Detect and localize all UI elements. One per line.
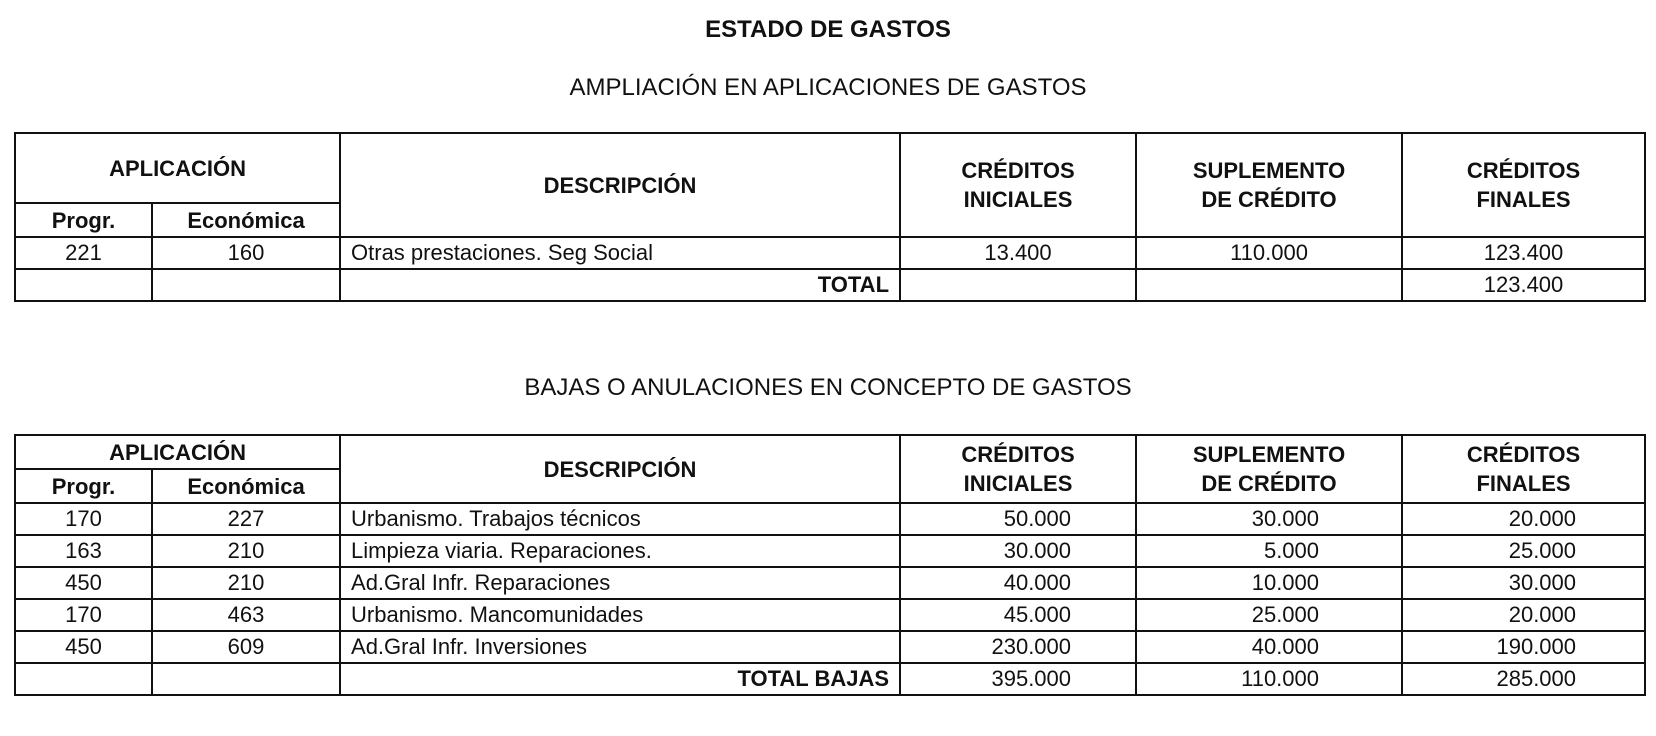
table-row [15,599,1645,631]
table-row [15,535,1645,567]
cell-finales: 30.000 [1402,567,1645,599]
section1-subtitle: AMPLIACIÓN EN APLICACIONES DE GASTOS [569,74,1087,101]
cell-economica: 609 [152,631,340,663]
bajas-table [14,434,1646,696]
cell-iniciales: 40.000 [900,567,1136,599]
table-row [15,237,1645,269]
cell-suplemento: 25.000 [1136,599,1402,631]
cell-economica: 160 [152,237,340,269]
cell-progr: 221 [15,237,152,269]
cell-economica: 227 [152,503,340,535]
header-descripcion: DESCRIPCIÓN [340,133,900,237]
header-descripcion: DESCRIPCIÓN [340,435,900,503]
cell-iniciales: 50.000 [900,503,1136,535]
cell-empty [152,269,340,301]
total-label: TOTAL [340,269,900,301]
total-iniciales: 395.000 [900,663,1136,695]
cell-empty [15,663,152,695]
cell-finales: 20.000 [1402,599,1645,631]
cell-descripcion: Limpieza viaria. Reparaciones. [340,535,900,567]
cell-empty [15,269,152,301]
header-creditos-finales: CRÉDITOS FINALES [1402,435,1645,503]
cell-economica: 210 [152,535,340,567]
header-economica: Económica [152,469,340,503]
header-suplemento: SUPLEMENTO DE CRÉDITO [1136,133,1402,237]
document-title: ESTADO DE GASTOS [705,16,951,43]
table-row [15,631,1645,663]
header-creditos-iniciales: CRÉDITOS INICIALES [900,435,1136,503]
cell-descripcion: Otras prestaciones. Seg Social [340,237,900,269]
cell-finales: 190.000 [1402,631,1645,663]
cell-progr: 163 [15,535,152,567]
header-economica: Económica [152,203,340,237]
cell-progr: 170 [15,599,152,631]
cell-suplemento: 10.000 [1136,567,1402,599]
cell-suplemento: 110.000 [1136,237,1402,269]
header-aplicacion: APLICACIÓN [15,435,340,469]
cell-economica: 463 [152,599,340,631]
cell-economica: 210 [152,567,340,599]
total-label: TOTAL BAJAS [340,663,900,695]
cell-finales: 25.000 [1402,535,1645,567]
total-finales: 285.000 [1402,663,1645,695]
total-row [15,269,1645,301]
cell-descripcion: Ad.Gral Infr. Inversiones [340,631,900,663]
cell-progr: 170 [15,503,152,535]
cell-suplemento: 30.000 [1136,503,1402,535]
cell-descripcion: Ad.Gral Infr. Reparaciones [340,567,900,599]
cell-finales: 20.000 [1402,503,1645,535]
header-creditos-iniciales: CRÉDITOS INICIALES [900,133,1136,237]
cell-finales: 123.400 [1402,237,1645,269]
total-iniciales [900,269,1136,301]
ampliacion-table [14,132,1646,302]
total-suplemento [1136,269,1402,301]
table-row [15,503,1645,535]
cell-progr: 450 [15,631,152,663]
cell-iniciales: 13.400 [900,237,1136,269]
total-row [15,663,1645,695]
cell-descripcion: Urbanismo. Mancomunidades [340,599,900,631]
header-progr: Progr. [15,203,152,237]
cell-progr: 450 [15,567,152,599]
total-finales: 123.400 [1402,269,1645,301]
cell-empty [152,663,340,695]
cell-iniciales: 45.000 [900,599,1136,631]
section2-subtitle: BAJAS O ANULACIONES EN CONCEPTO DE GASTOS [524,374,1132,401]
table-row [15,567,1645,599]
cell-iniciales: 230.000 [900,631,1136,663]
header-aplicacion: APLICACIÓN [15,133,340,203]
header-progr: Progr. [15,469,152,503]
cell-suplemento: 5.000 [1136,535,1402,567]
cell-iniciales: 30.000 [900,535,1136,567]
cell-descripcion: Urbanismo. Trabajos técnicos [340,503,900,535]
header-creditos-finales: CRÉDITOS FINALES [1402,133,1645,237]
header-suplemento: SUPLEMENTO DE CRÉDITO [1136,435,1402,503]
total-suplemento: 110.000 [1136,663,1402,695]
cell-suplemento: 40.000 [1136,631,1402,663]
